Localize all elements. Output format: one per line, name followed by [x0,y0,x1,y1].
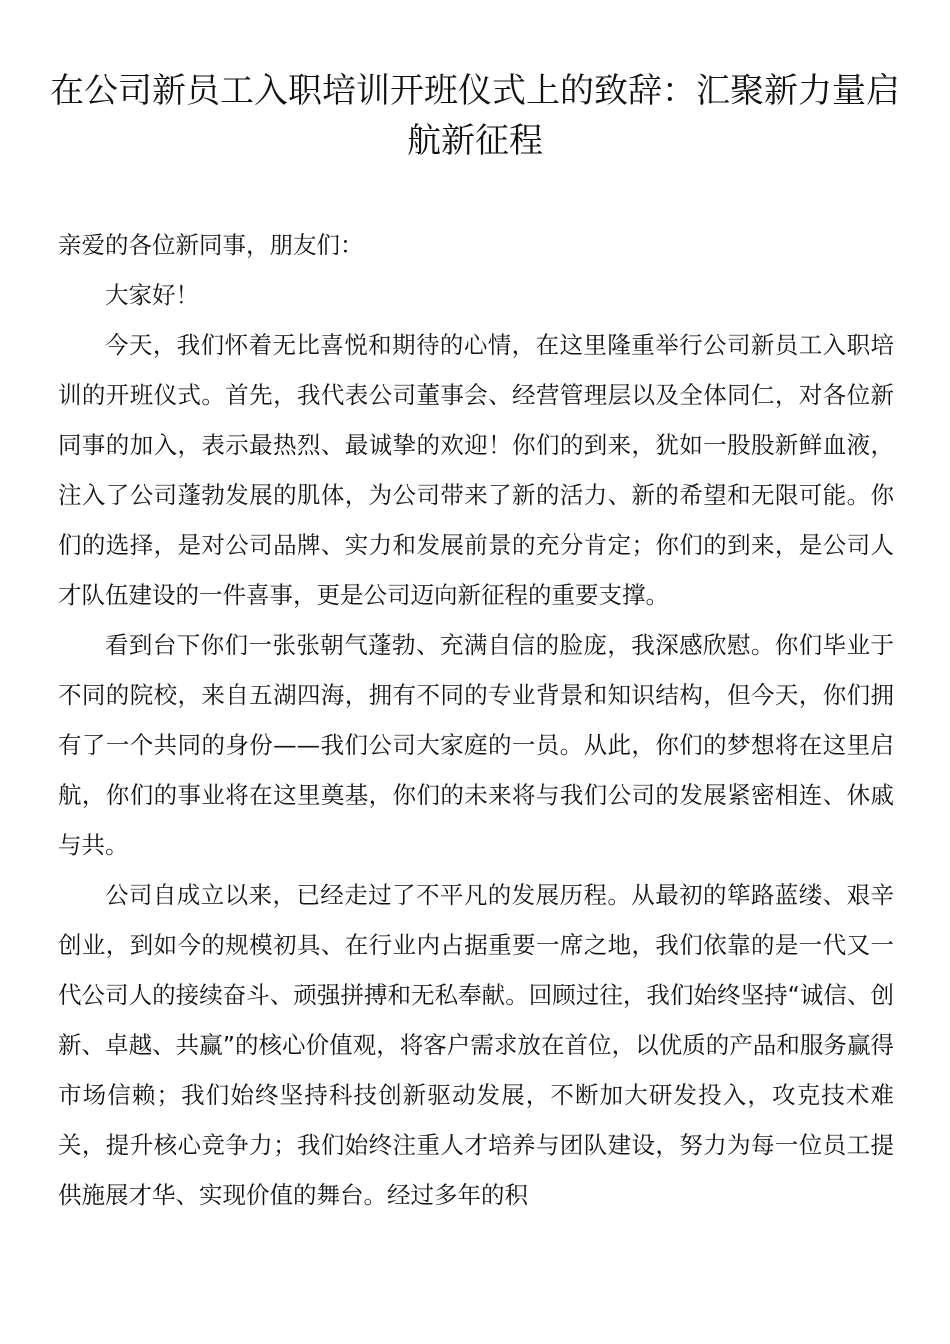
paragraph-new-members: 看到台下你们一张张朝气蓬勃、充满自信的脸庞，我深感欣慰。你们毕业于不同的院校，来自五湖四海，拥有不同的专业背景和知识结构，但今天，你们拥有了一个共同的身份——我们公司大家庭的一员。从此，你们的梦想将在这里启航，你们的事业将在这里奠基，你们的未来将与我们公司的发展紧密相连、休戚与共。 [58,631,894,859]
paragraph-company-history: 公司自成立以来，已经走过了不平凡的发展历程。从最初的筚路蓝缕、艰辛创业，到如今的规模初具、在行业内占据重要一席之地，我们依靠的是一代又一代公司人的接续奋斗、顽强拼搏和无私奉献。回顾过往，我们始终坚持“诚信、创新、卓越、共赢”的核心价值观，将客户需求放在首位，以优质的产品和服务赢得市场信赖；我们始终坚持科技创新驱动发展，不断加大研发投入，攻克技术难关，提升核心竞争力；我们始终注重人才培养与团队建设，努力为每一位员工提供施展才华、实现价值的舞台。经过多年的积 [58,881,894,1209]
paragraph-welcome: 今天，我们怀着无比喜悦和期待的心情，在这里隆重举行公司新员工入职培训的开班仪式。首先，我代表公司董事会、经营管理层以及全体同仁，对各位新同事的加入，表示最热烈、最诚挚的欢迎！你们的到来，犹如一股股新鲜血液，注入了公司蓬勃发展的肌体，为公司带来了新的活力、新的希望和无限可能。你们的选择，是对公司品牌、实力和发展前景的充分肯定；你们的到来，是公司人才队伍建设的一件喜事，更是公司迈向新征程的重要支撑。 [58,331,894,609]
document-title: 在公司新员工入职培训开班仪式上的致辞：汇聚新力量启航新征程 [50,71,900,161]
salutation: 亲爱的各位新同事，朋友们： [58,231,364,259]
document-body [58,220,894,1220]
paragraph-greeting: 大家好！ [105,281,199,309]
